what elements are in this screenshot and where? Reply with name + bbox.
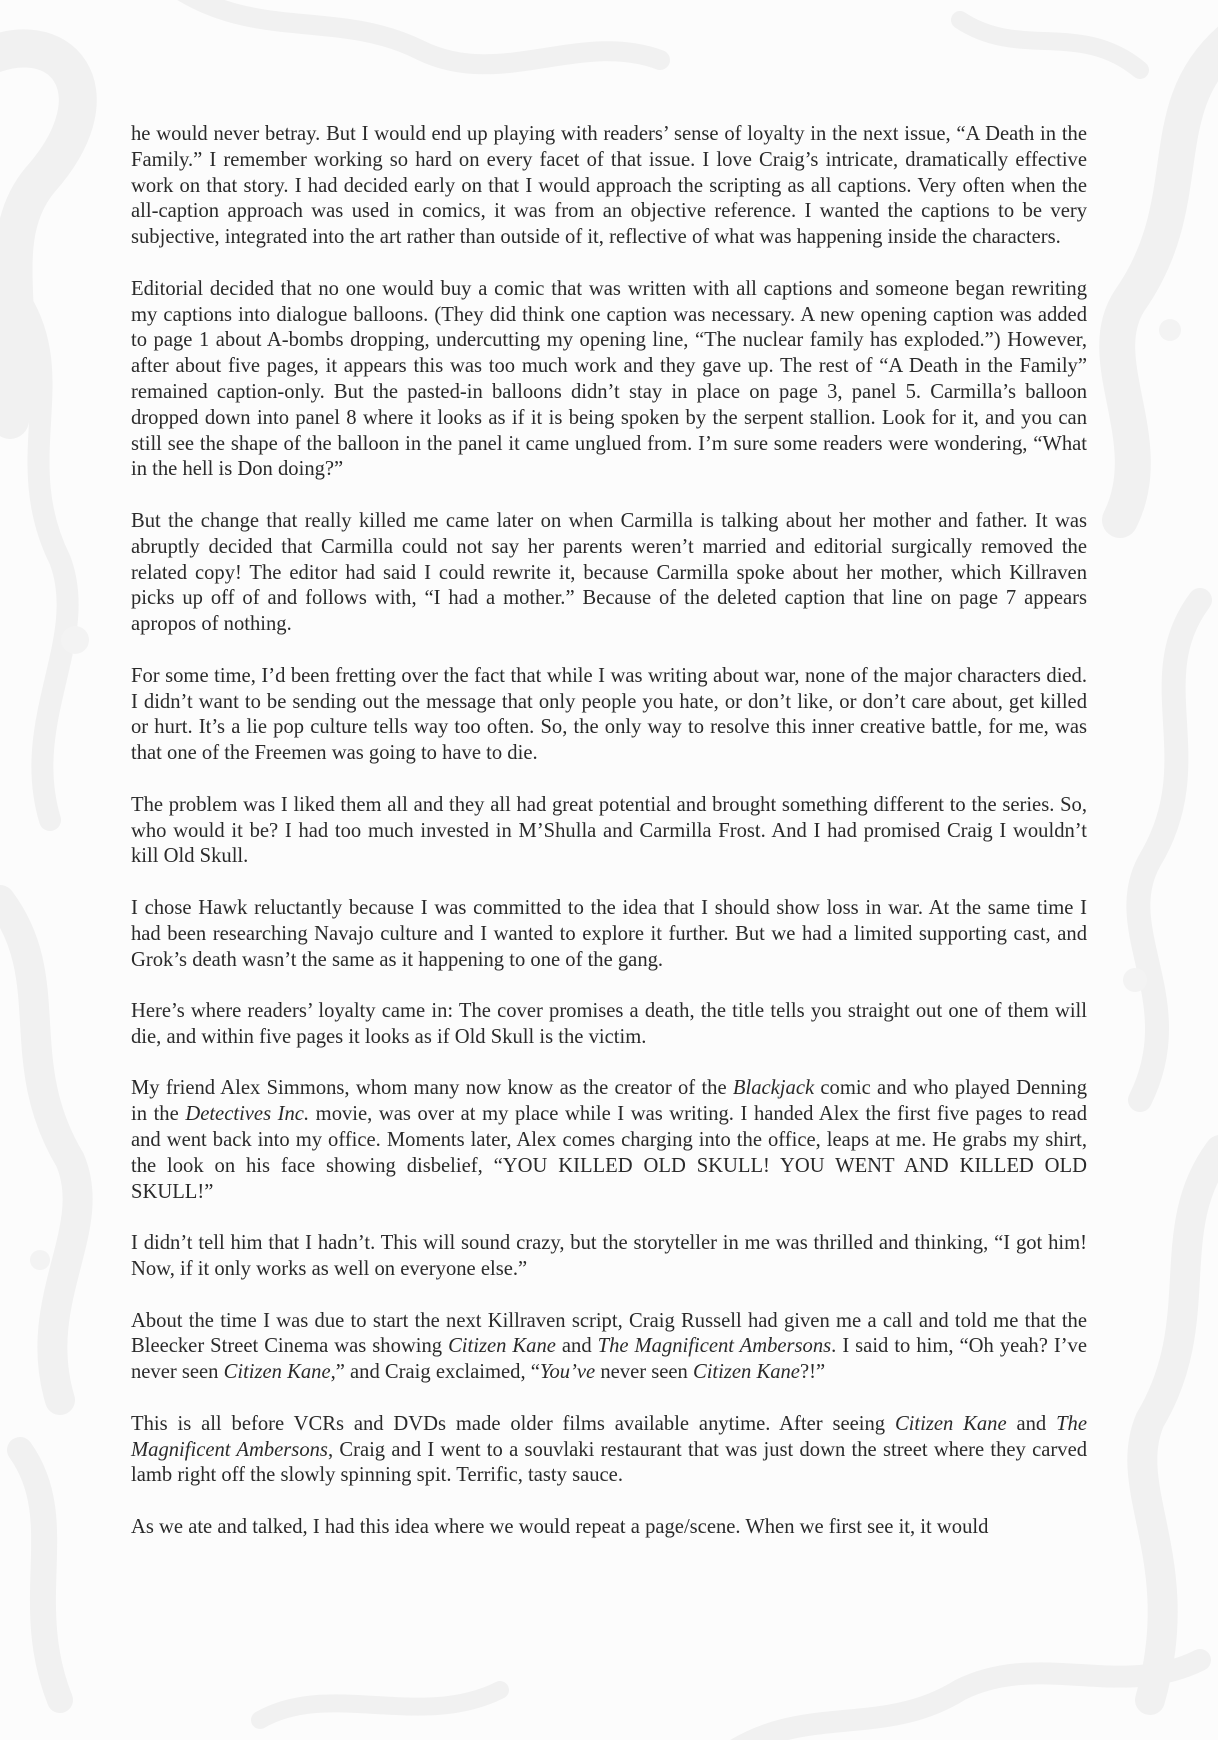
italic-title-text: The Magnificent Ambersons xyxy=(597,1335,832,1358)
paragraph-text: and xyxy=(1006,1412,1057,1435)
italic-title-text: Citizen Kane xyxy=(448,1335,556,1358)
paragraph-text: As we ate and talked, I had this idea where we would repeat a page/scene. When we first see it, it would xyxy=(131,1516,989,1539)
paragraph-text: he would never betray. But I would end up playing with readers’ sense of loyalty in the next issue, “A Death in the Family.” I remember working so hard on every facet of that issue. I love Craig’s intricate, dramatically effective work on that story. I had decided early on that I would approach the scripting as all captions. Very often when the all-caption approach was used in comics, it was from an objective reference. I wanted the captions to be very subjective, integrated into the art rather than outside of it, reflective of what was happening inside the characters. xyxy=(131,123,1087,249)
paragraph xyxy=(131,793,1087,870)
paragraph xyxy=(131,664,1087,767)
paragraph xyxy=(131,999,1087,1051)
italic-title-text: Citizen Kane xyxy=(692,1361,800,1384)
paragraph-text: Here’s where readers’ loyalty came in: The cover promises a death, the title tells you straight out one of them will die, and within five pages it looks as if Old Skull is the victim. xyxy=(131,1000,1087,1048)
paragraph-text: comic and who played Denning in the xyxy=(131,1077,1087,1126)
paragraph xyxy=(131,1231,1087,1283)
italic-title-text: Citizen Kane xyxy=(223,1361,331,1384)
paragraph-text: About the time I was due to start the next Killraven script, Craig Russell had given me a call and told me that the Bleecker Street Cinema was showing xyxy=(131,1309,1087,1358)
paragraph-text: But the change that really killed me came later on when Carmilla is talking about her mother and father. It was abruptly decided that Carmilla could not say her parents weren’t married and editorial surgically removed the related copy! The editor had said I could rewrite it, because Carmilla spoke about her mother, which Killraven picks up off of and follows with, “I had a mother.” Because of the deleted caption that line on page 7 appears apropos of nothing. xyxy=(131,509,1087,636)
paragraph-text: . I said to him, “Oh yeah? I’ve never seen xyxy=(131,1335,1087,1384)
paragraph xyxy=(131,1309,1087,1386)
paragraph xyxy=(131,1076,1087,1205)
paragraph xyxy=(131,509,1087,638)
paragraph xyxy=(131,1515,1087,1541)
italic-title-text: Blackjack xyxy=(732,1077,815,1100)
paragraph xyxy=(131,122,1087,251)
paragraph xyxy=(131,277,1087,483)
paragraph-text: ,” and Craig exclaimed, “ xyxy=(330,1361,540,1384)
paragraph-text: For some time, I’d been fretting over the fact that while I was writing about war, none of the major characters died. I didn’t want to be sending out the message that only people you hate, or don’t like, or don’t care about, get killed or hurt. It’s a lie pop culture tells way too often. So, the only way to resolve this inner creative battle, for me, was that one of the Freemen was going to have to die. xyxy=(131,664,1087,765)
paragraph-text: movie, was over at my place while I was writing. I handed Alex the first five pages to read and went back into my office. Moments later, Alex comes charging into the office, leaps at me. He grabs my shirt, the look on his face showing disbelief, “YOU KILLED OLD SKULL! YOU WENT AND KILLED OLD SKULL!” xyxy=(131,1103,1087,1203)
italic-title-text: Detectives Inc. xyxy=(185,1103,310,1126)
paragraph xyxy=(131,896,1087,973)
paragraph-text: ?!” xyxy=(799,1361,826,1384)
paragraph-text: The problem was I liked them all and they all had great potential and brought something different to the series. So, who would it be? I had too much invested in M’Shulla and Carmilla Frost. And I had promised Craig I wouldn’t kill Old Skull. xyxy=(131,793,1087,868)
italic-title-text: The Magnificent Ambersons xyxy=(131,1412,1087,1461)
paragraph-text: never seen xyxy=(595,1361,693,1384)
paragraph-text: My friend Alex Simmons, whom many now know as the creator of the xyxy=(131,1077,733,1100)
paragraph-text: , Craig and I went to a souvlaki restaurant that was just down the street where they carved lamb right off the slowly spinning spit. Terrific, tasty sauce. xyxy=(131,1438,1088,1487)
paragraph-text: I didn’t tell him that I hadn’t. This will sound crazy, but the storyteller in me was thrilled and thinking, “I got him! Now, if it only works as well on everyone else.” xyxy=(131,1232,1087,1281)
italic-title-text: You’ve xyxy=(539,1361,596,1384)
italic-title-text: Citizen Kane xyxy=(894,1412,1007,1435)
article-body xyxy=(131,122,1087,1541)
paragraph xyxy=(131,1412,1087,1489)
paragraph-text: This is all before VCRs and DVDs made older films available anytime. After seeing xyxy=(131,1412,895,1435)
paragraph-text: and xyxy=(555,1335,598,1358)
paragraph-text: I chose Hawk reluctantly because I was committed to the idea that I should show loss in war. At the same time I had been researching Navajo culture and I wanted to explore it further. But we had a limited supporting cast, and Grok’s death wasn’t the same as it happening to one of the gang. xyxy=(131,896,1087,971)
paragraph-text: Editorial decided that no one would buy a comic that was written with all captions and someone began rewriting my captions into dialogue balloons. (They did think one caption was necessary. A new opening caption was added to page 1 about A-bombs dropping, undercutting my opening line, “The nuclear family has exploded.”) However, after about five pages, it appears this was too much work and they gave up. The rest of “A Death in the Family” remained caption-only. But the pasted-in balloons didn’t stay in place on page 3, panel 5. Carmilla’s balloon dropped down into panel 8 where it looks as if it is being spoken by the serpent stallion. Look for it, and you can still see the shape of the balloon in the panel it came unglued from. I’m sure some readers were wondering, “What in the hell is Don doing?” xyxy=(131,277,1087,481)
